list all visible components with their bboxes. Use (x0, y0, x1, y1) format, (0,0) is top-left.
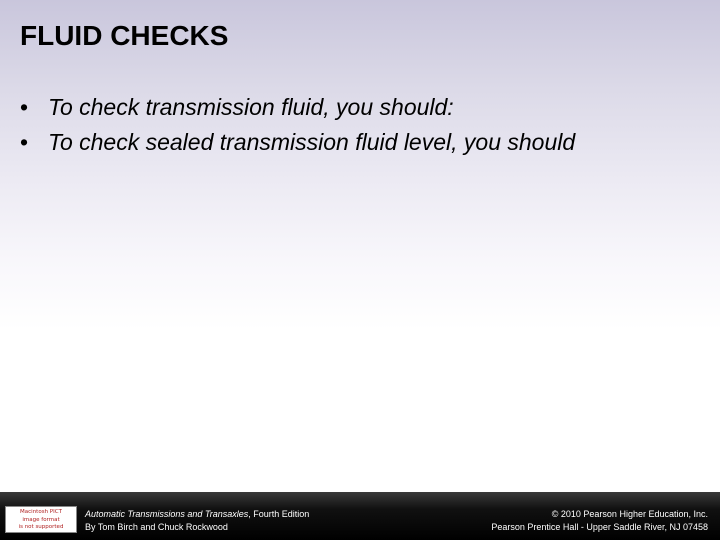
bullet-marker: • (20, 94, 29, 120)
footer-book-info (85, 508, 309, 534)
bullet-item (20, 90, 575, 125)
badge-line: image format (22, 516, 60, 523)
unsupported-image-placeholder (5, 506, 77, 533)
badge-line: is not supported (18, 524, 64, 530)
bullet-marker: • (20, 129, 29, 155)
footer-bar (0, 492, 720, 540)
footer-copyright (491, 508, 708, 534)
book-edition: , Fourth Edition (248, 509, 310, 519)
publisher-text: Pearson Prentice Hall - Upper Saddle River, NJ 07458 (491, 522, 708, 532)
copyright-text: © 2010 Pearson Higher Education, Inc. (551, 509, 708, 519)
bullet-list (20, 90, 575, 160)
book-title: Automatic Transmissions and Transaxles (85, 509, 249, 519)
bullet-text: To check sealed transmission fluid level, you should (48, 129, 576, 155)
badge-line: Macintosh PICT (20, 509, 62, 515)
bullet-item (20, 125, 575, 160)
bullet-text: To check transmission fluid, you should: (48, 94, 454, 120)
slide-title: FLUID CHECKS (20, 20, 229, 51)
book-authors: By Tom Birch and Chuck Rockwood (85, 522, 228, 532)
